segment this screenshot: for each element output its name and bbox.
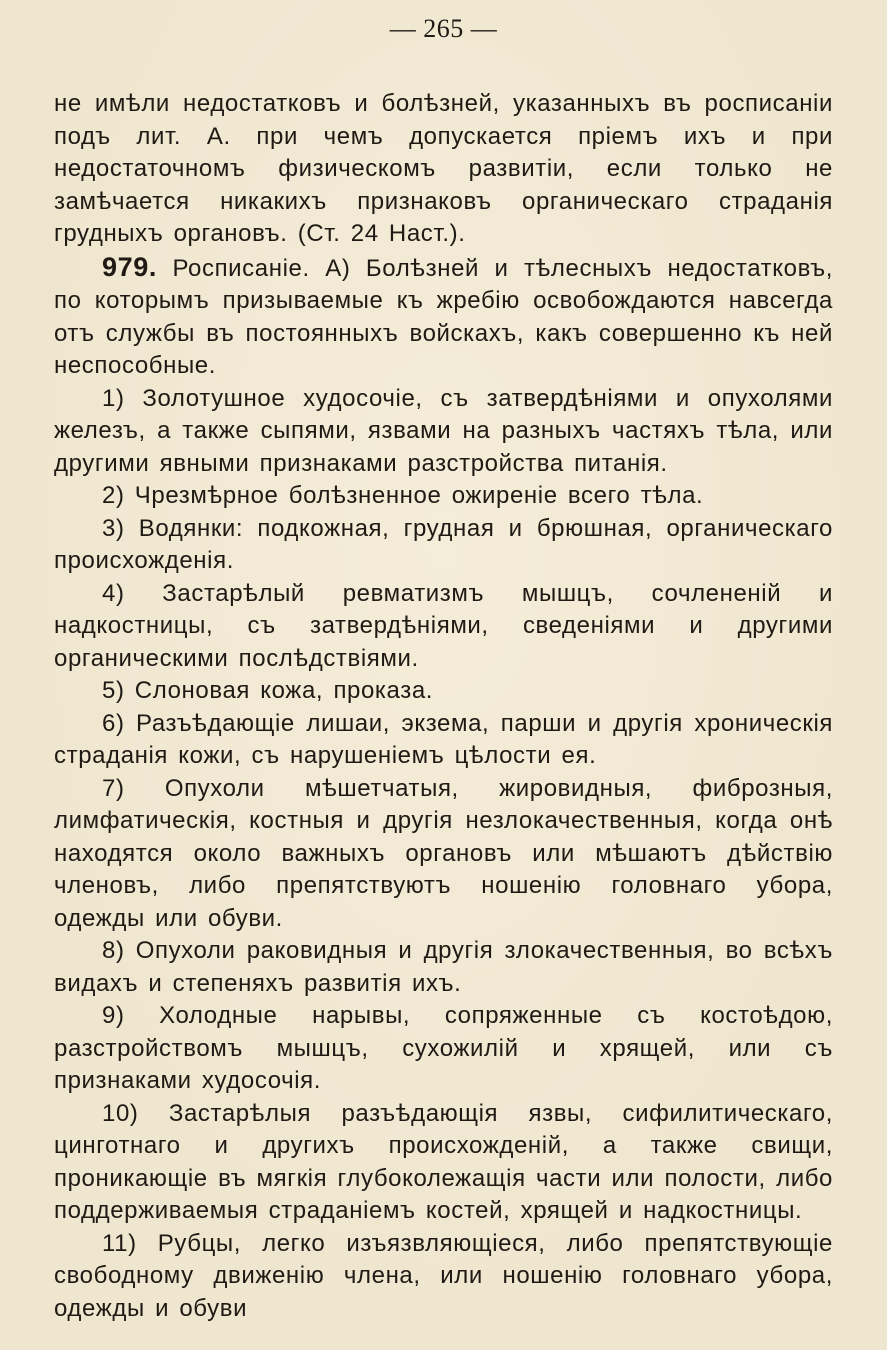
- continuation-paragraph: не имѣли недостатковъ и болѣзней, указанныхъ въ росписаніи подъ лит. А. при чемъ допускается пріемъ ихъ и при недостаточномъ физическомъ развитіи, если только не замѣчается никакихъ признаковъ органическаго страданія грудныхъ органовъ. (Ст. 24 Наст.).: [54, 90, 833, 247]
- list-item: 8) Опухоли раковидныя и другія злокачественныя, во всѣхъ видахъ и степеняхъ развитія ихъ.: [54, 937, 833, 997]
- page-text: [54, 88, 833, 1325]
- list-item: 11) Рубцы, легко изъязвляющіеся, либо препятствующіе свободному движенію члена, или ношенію головнаго убора, одежды и обуви: [54, 1229, 833, 1322]
- list-item: 9) Холодные нарывы, сопряженные съ костоѣдою, разстройствомъ мышцъ, сухожилій и хрящей, или съ признаками худосочія.: [54, 1002, 833, 1094]
- list-item: 5) Слоновая кожа, проказа.: [102, 677, 434, 704]
- list-item: 4) Застарѣлый ревматизмъ мышцъ, сочлененій и надкостницы, съ затвердѣніями, сведеніями и другими органическими послѣдствіями.: [54, 579, 833, 672]
- article-paragraph: [54, 251, 833, 383]
- list-item: 2) Чрезмѣрное болѣзненное ожиреніе всего тѣла.: [102, 482, 704, 509]
- list-item: 10) Застарѣлыя разъѣдающія язвы, сифилитическаго, цинготнаго и другихъ происхожденій, а также свищи, проникающіе въ мягкія глубоколежащія части или полости, либо поддерживаемыя страданіемъ костей, хрящей и надкостницы.: [54, 1099, 833, 1224]
- page-number: — 265 —: [389, 14, 498, 43]
- list-item: 7) Опухоли мѣшетчатыя, жировидныя, фиброзныя, лимфатическія, костныя и другія незлокачественныя, когда онѣ находятся около важныхъ органовъ или мѣшаютъ дѣйствію членовъ, либо препятствуютъ ношенію головнаго убора, одежды или обуви.: [54, 774, 833, 932]
- article-text: Росписаніе. А) Болѣзней и тѣлесныхъ недостатковъ, по которымъ призываемые къ жребію освобождаются навсегда отъ службы въ постоянныхъ войскахъ, какъ совершенно къ ней неспособные.: [54, 254, 833, 379]
- list-item: 3) Водянки: подкожная, грудная и брюшная, органическаго происхожденія.: [54, 514, 833, 574]
- list-item: 1) Золотушное худосочіе, съ затвердѣніями и опухолями железъ, а также сыпями, язвами на разныхъ частяхъ тѣла, или другими явными признаками разстройства питанія.: [54, 384, 833, 477]
- list-item: 6) Разъѣдающіе лишаи, экзема, парши и другія хроническія страданія кожи, съ нарушеніемъ цѣлости ея.: [54, 709, 833, 769]
- article-number: 979.: [102, 251, 157, 282]
